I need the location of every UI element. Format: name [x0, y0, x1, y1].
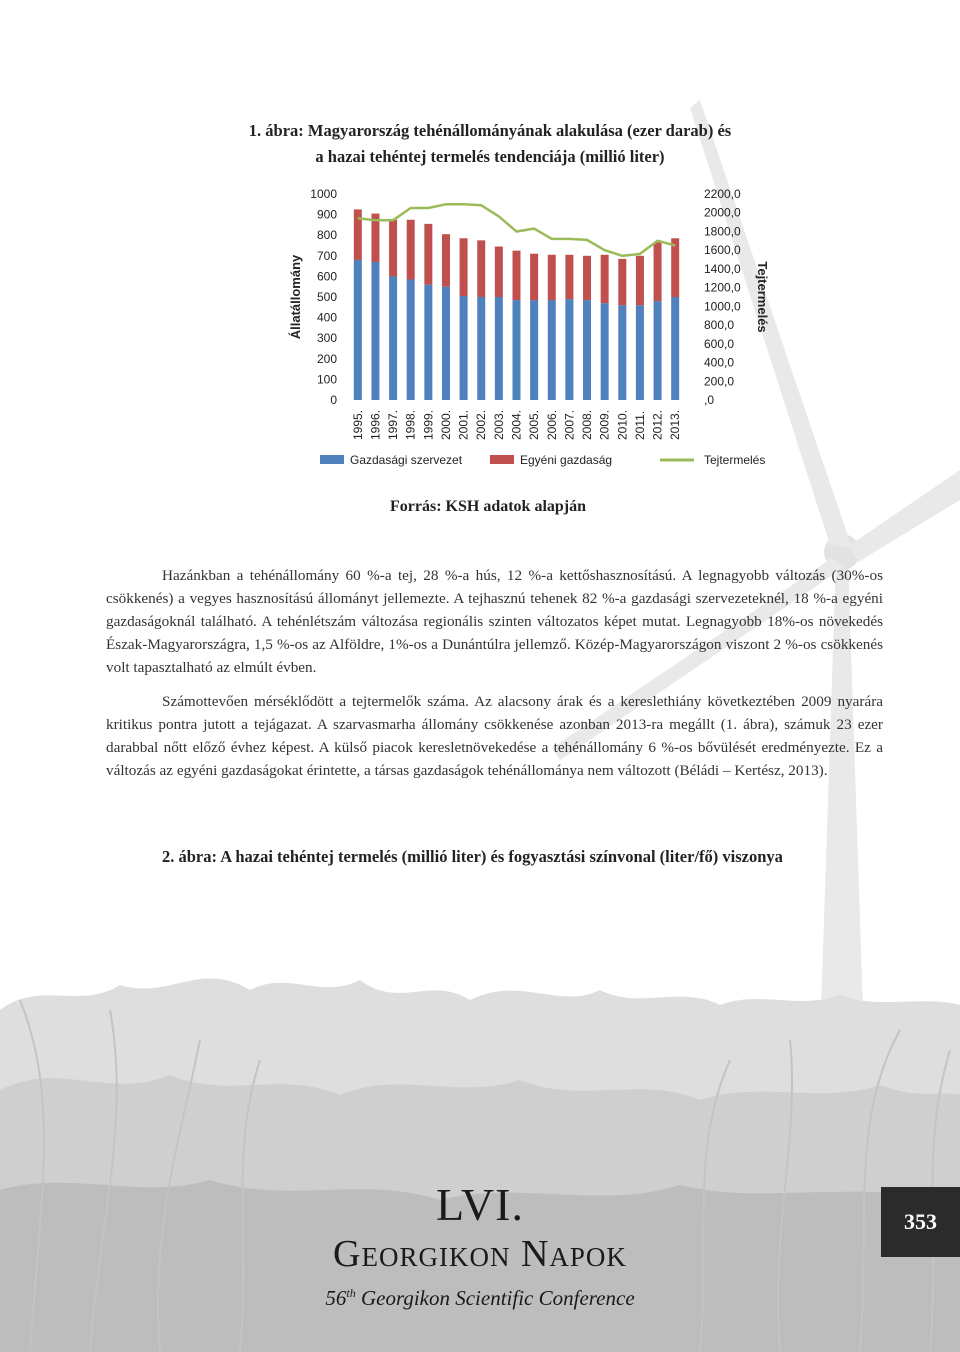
y2-tick-label: 800,0 — [704, 318, 735, 333]
bar-gazdasági-szervezet-2003 — [495, 297, 503, 400]
x-tick-label: 2013. — [668, 409, 683, 440]
x-tick-label: 2009. — [597, 409, 612, 440]
x-tick-label: 2012. — [650, 409, 665, 440]
bar-egyéni-gazdaság-2013 — [671, 238, 679, 297]
paragraph-2: Számottevően mérséklődött a tejtermelők száma. Az alacsony árak és a kereslethiány következtében 2009 nyarára kritikus pontra jutott a tejágazat. A szarvasmarha állomány csökkenése azonban 2013-ra megállt (1. ábra), számuk 23 ezer darabbal nőtt előző évhez képest. A külső piacok keresletnövekedése a tehénállomány 6 %-os bővülését eredményezte. Ez a változás az egyéni gazdaságokat érintette, a társas gazdaságok tehénállománya nem változott (Béládi – Kertész, 2013). — [106, 693, 883, 779]
bar-egyéni-gazdaság-1995 — [354, 209, 362, 259]
y-tick-label: 400 — [316, 310, 337, 325]
y2-tick-label: 1400,0 — [704, 261, 741, 276]
x-tick-label: 1995. — [350, 409, 365, 440]
bar-gazdasági-szervezet-2004 — [513, 300, 521, 400]
x-tick-label: 2010. — [615, 409, 630, 440]
bar-egyéni-gazdaság-2008 — [583, 256, 591, 300]
y2-axis-title: Tejtermelés — [755, 261, 770, 333]
x-tick-label: 2000. — [438, 409, 453, 440]
bar-gazdasági-szervezet-2012 — [654, 301, 662, 400]
bar-egyéni-gazdaság-2000 — [442, 234, 450, 287]
line-tejtermeles — [358, 204, 675, 256]
x-tick-label: 2008. — [580, 409, 595, 440]
page-number-box — [881, 1187, 960, 1257]
bar-gazdasági-szervezet-2011 — [636, 305, 644, 400]
x-tick-label: 1997. — [386, 409, 401, 440]
x-tick-label: 2002. — [474, 409, 489, 440]
figure-1-source: Forrás: KSH adatok alapján — [390, 498, 587, 515]
y-tick-label: 100 — [316, 372, 337, 387]
footer-roman-numeral: LVI. — [436, 1179, 524, 1230]
y2-tick-label: 400,0 — [704, 355, 735, 370]
y2-tick-label: 1800,0 — [704, 224, 741, 239]
y2-tick-label: 2200,0 — [704, 187, 741, 201]
chart-svg — [252, 172, 772, 488]
x-tick-label: 1998. — [403, 409, 418, 440]
bar-gazdasági-szervezet-2007 — [565, 299, 573, 400]
bar-gazdasági-szervezet-2009 — [601, 303, 609, 400]
bar-egyéni-gazdaság-2007 — [565, 255, 573, 299]
bar-gazdasági-szervezet-2010 — [618, 305, 626, 400]
bar-gazdasági-szervezet-1996 — [371, 262, 379, 400]
figure-1-title-line-1: 1. ábra: Magyarország tehénállományának alakulása (ezer darab) és — [248, 121, 732, 140]
x-tick-label: 2001. — [456, 409, 471, 440]
y2-tick-label: 600,0 — [704, 336, 735, 351]
legend-label: Tejtermelés — [704, 453, 766, 467]
footer-subtitle — [250, 1286, 710, 1311]
y-tick-label: 500 — [316, 290, 337, 304]
figure-1-title-line-2: a hazai tehéntej termelés tendenciája (millió liter) — [315, 147, 665, 166]
bar-gazdasági-szervezet-2006 — [548, 300, 556, 400]
y-tick-label: 700 — [316, 248, 337, 263]
x-tick-label: 2011. — [632, 410, 647, 440]
bar-egyéni-gazdaság-2012 — [654, 242, 662, 301]
page-number: 353 — [904, 1209, 937, 1234]
y2-tick-label: 1600,0 — [704, 243, 741, 258]
x-tick-label: 1999. — [421, 409, 436, 440]
figure-1-chart — [252, 172, 772, 488]
legend-label: Egyéni gazdaság — [520, 453, 613, 467]
y-tick-label: 0 — [330, 393, 337, 407]
figure-2-title: 2. ábra: A hazai tehéntej termelés (millió liter) és fogyasztási színvonal (liter/fő) viszonya — [162, 847, 783, 866]
y-tick-label: 200 — [316, 351, 337, 366]
footer-conference-name: Georgikon Napok — [333, 1233, 627, 1275]
y-axis-title: Állatállomány — [288, 254, 303, 340]
y-tick-label: 300 — [316, 331, 337, 346]
bar-egyéni-gazdaság-1998 — [407, 220, 415, 280]
paragraph-1: Hazánkban a tehénállomány 60 %-a tej, 28 %-a hús, 12 %-a kettőshasznosítású. A legnagyobb változás (30%-os csökkenés) a vegyes hasznosítású állományt jellemezte. A tejhasznú tehenek 82 %-a gazdasági szervezeteknél, 18 %-a egyéni gazdaságoknál található. A tehénlétszám változása regionális szinten változatos képet mutat. Legnagyobb 18%-os növekedés Észak-Magyarországra, 1,5 %-os az Alföldre, 1%-os a Dunántúlra jellemző. Közép-Magyarországon viszont 2 %-os csökkenés volt tapasztalható az elmúlt évben. — [106, 567, 883, 676]
bar-egyéni-gazdaság-2004 — [513, 251, 521, 300]
bar-egyéni-gazdaság-2010 — [618, 259, 626, 305]
y2-tick-label: 1200,0 — [704, 280, 741, 295]
y2-tick-label: 2000,0 — [704, 205, 741, 220]
x-tick-label: 2006. — [544, 409, 559, 440]
bar-egyéni-gazdaság-2011 — [636, 256, 644, 305]
bar-gazdasági-szervezet-2005 — [530, 300, 538, 400]
body-text — [106, 564, 883, 782]
y2-tick-label: 1000,0 — [704, 299, 741, 314]
x-tick-label: 2003. — [491, 409, 506, 440]
y-tick-label: 900 — [316, 207, 337, 222]
x-tick-label: 2007. — [562, 409, 577, 440]
bar-gazdasági-szervezet-1995 — [354, 260, 362, 400]
bar-gazdasági-szervezet-1998 — [407, 279, 415, 400]
legend-swatch-gazdasági-szervezet — [320, 455, 344, 464]
bar-gazdasági-szervezet-2001 — [460, 296, 468, 400]
x-tick-label: 2004. — [509, 409, 524, 440]
y2-tick-label: ,0 — [704, 393, 715, 407]
bar-egyéni-gazdaság-2005 — [530, 254, 538, 300]
bar-egyéni-gazdaság-2001 — [460, 238, 468, 296]
y-tick-label: 800 — [316, 228, 337, 243]
legend-swatch-egyéni-gazdaság — [490, 455, 514, 464]
bar-gazdasági-szervezet-2002 — [477, 297, 485, 400]
footer-subtitle-number: 56 — [325, 1286, 347, 1310]
bar-egyéni-gazdaság-2006 — [548, 255, 556, 300]
bar-gazdasági-szervezet-2013 — [671, 297, 679, 400]
bar-egyéni-gazdaság-2009 — [601, 255, 609, 303]
bar-egyéni-gazdaság-2003 — [495, 247, 503, 297]
x-tick-label: 1996. — [368, 409, 383, 440]
bar-egyéni-gazdaság-2002 — [477, 240, 485, 297]
legend-label: Gazdasági szervezet — [350, 453, 463, 467]
x-tick-label: 2005. — [527, 409, 542, 440]
bar-gazdasági-szervezet-1999 — [424, 285, 432, 400]
bar-egyéni-gazdaság-1997 — [389, 220, 397, 277]
bar-gazdasági-szervezet-1997 — [389, 276, 397, 400]
figure-1-title — [120, 118, 860, 170]
y2-tick-label: 200,0 — [704, 374, 735, 389]
y-tick-label: 1000 — [310, 187, 337, 201]
y-tick-label: 600 — [316, 269, 337, 284]
bar-gazdasági-szervezet-2000 — [442, 287, 450, 400]
footer-subtitle-text: Georgikon Scientific Conference — [355, 1286, 635, 1310]
bar-gazdasági-szervezet-2008 — [583, 300, 591, 400]
footer-subtitle-suffix: th — [346, 1286, 356, 1300]
bar-egyéni-gazdaság-1999 — [424, 224, 432, 285]
